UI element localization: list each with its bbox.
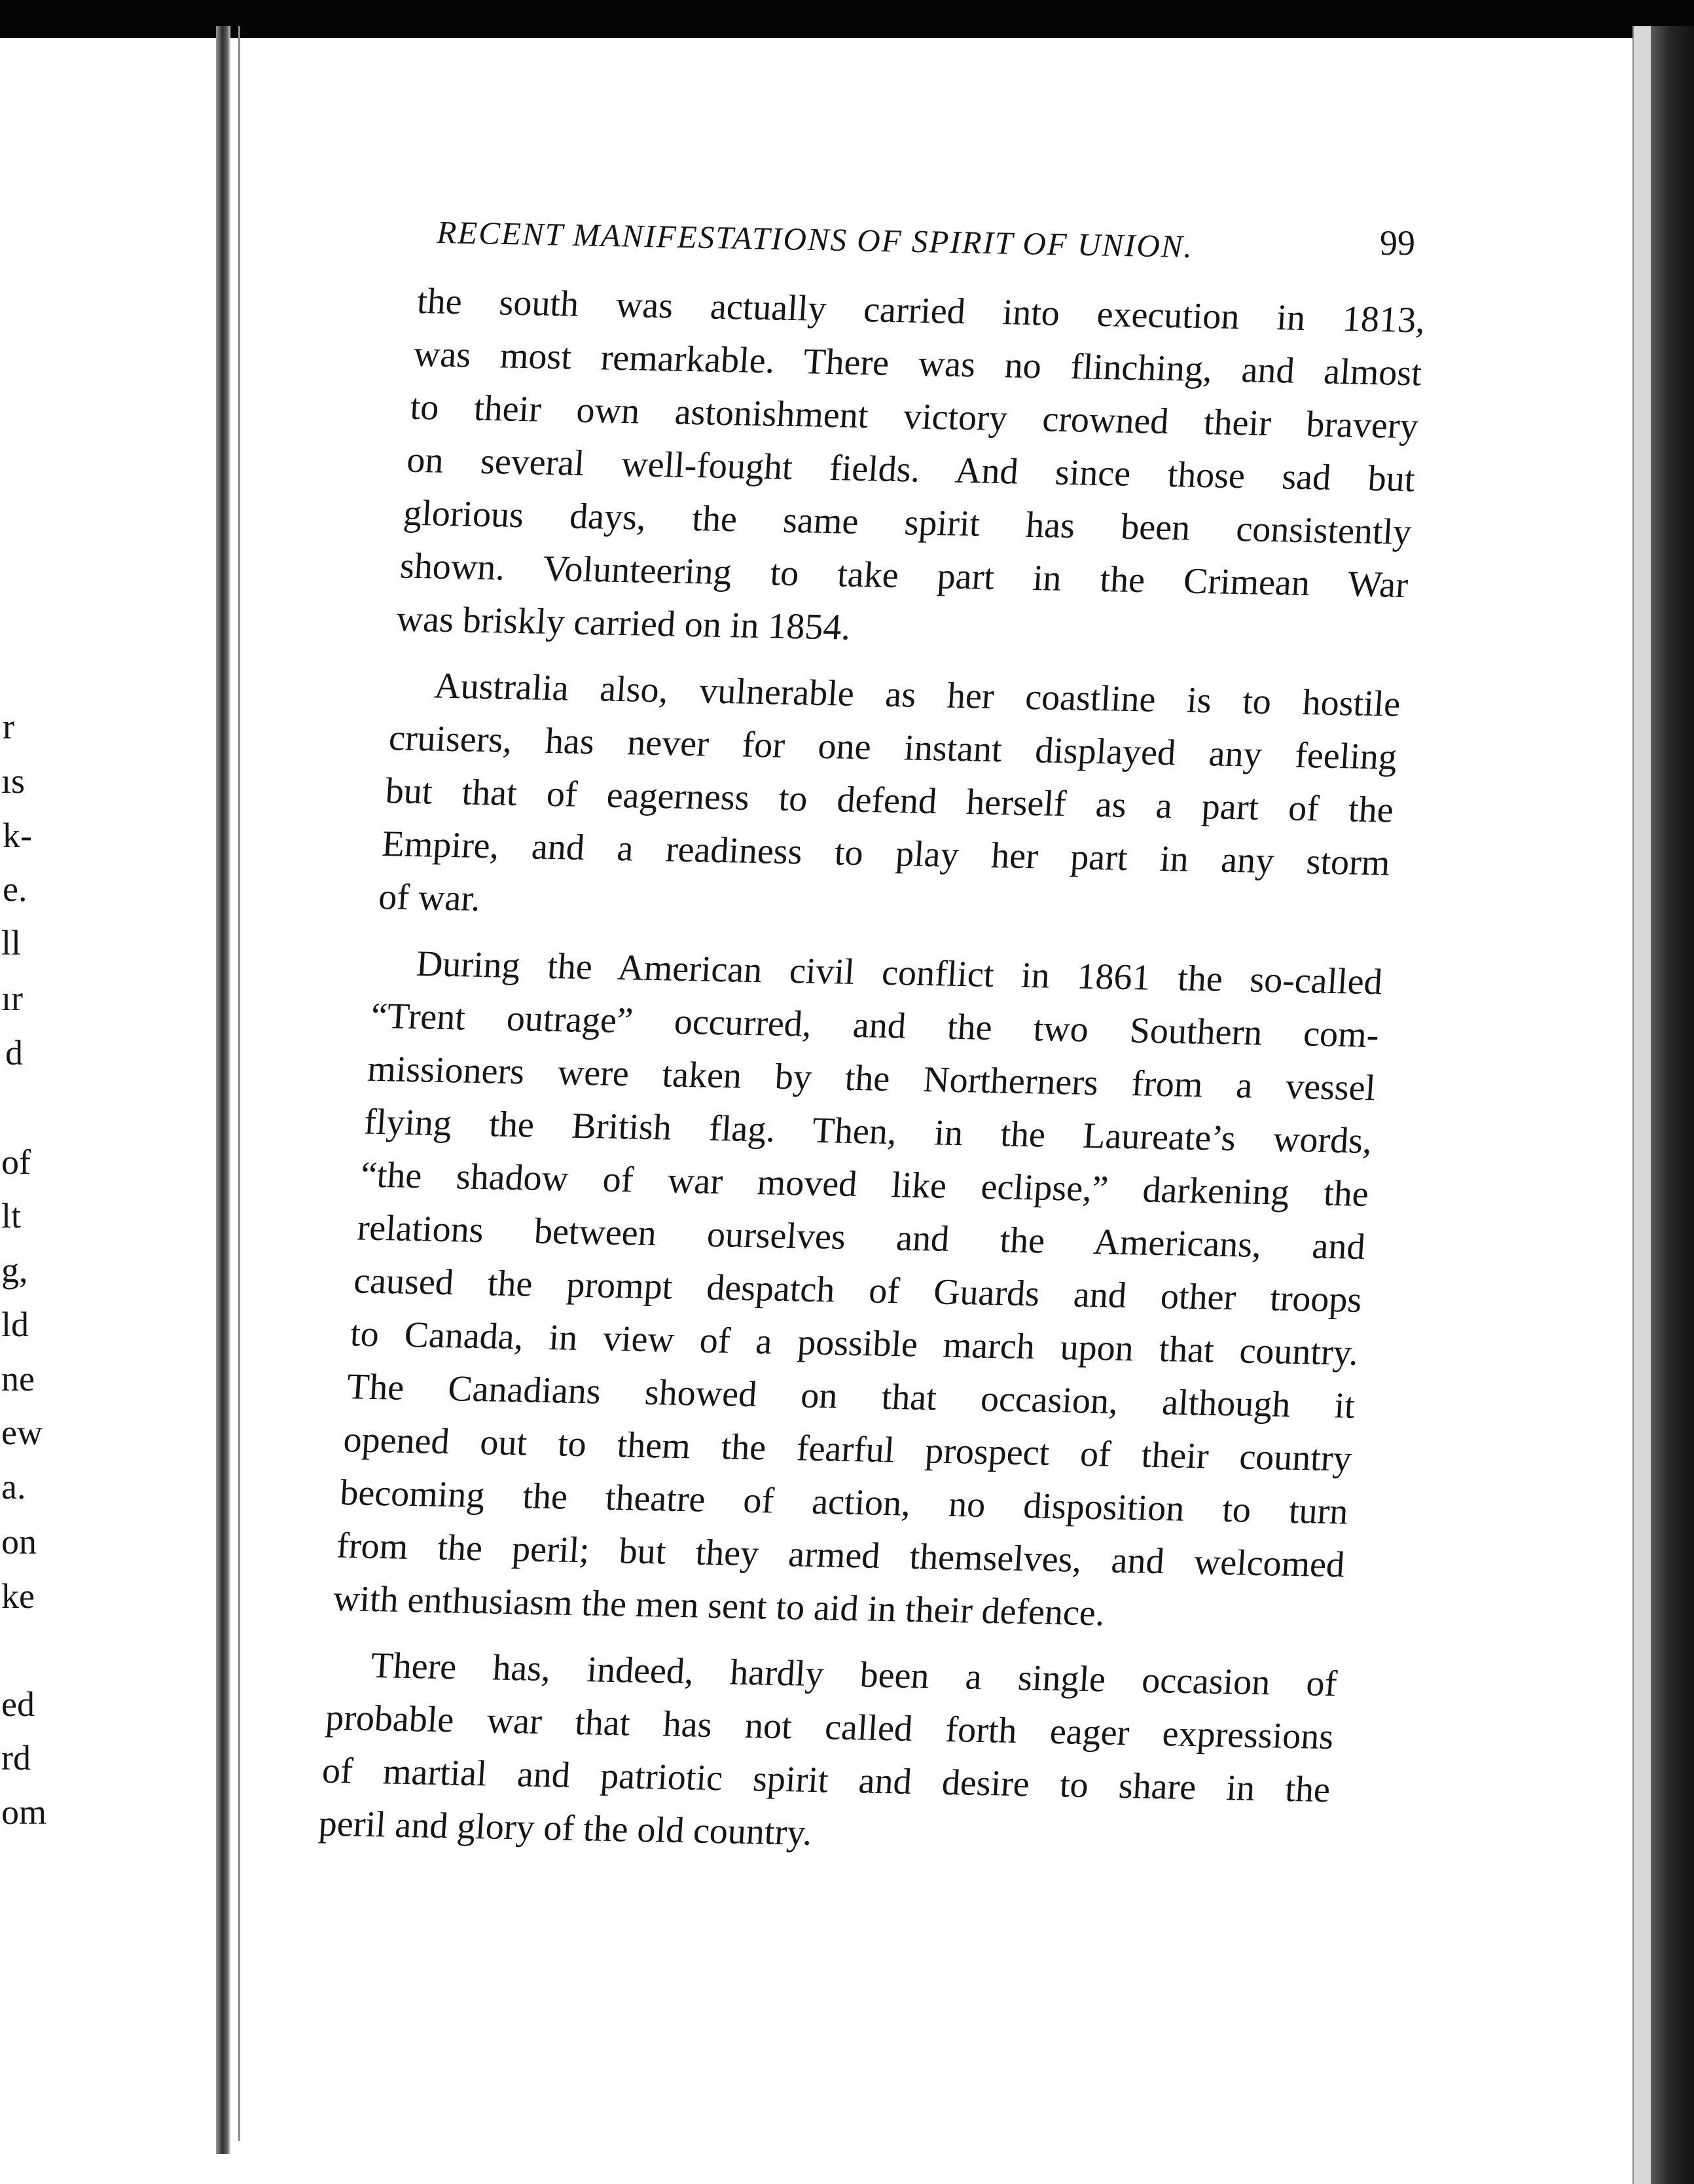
left-fragment: ıs xyxy=(1,761,26,801)
left-fragment: ll xyxy=(1,923,22,962)
text-line: was briskly carried on in 1854. xyxy=(395,598,852,648)
text-line: “the shadow of war moved like eclipse,” darkening the xyxy=(359,1154,1370,1215)
page-edge-light xyxy=(1632,26,1651,2184)
text-line: but that of eagerness to defend herself as a part of the xyxy=(384,771,1395,831)
left-fragment: e. xyxy=(3,869,27,909)
text-line: During the American civil conflict in 1861 the so-called xyxy=(415,943,1384,1003)
text-line: to their own astonishment victory crowned their bravery xyxy=(408,386,1420,447)
left-fragment: ed xyxy=(1,1684,35,1724)
text-line: of war. xyxy=(377,877,482,919)
text-line: probable war that has not called forth eager expressions xyxy=(324,1697,1335,1758)
text-line: relations between ourselves and the Americans, and xyxy=(355,1207,1367,1267)
text-line: caused the prompt despatch of Guards and other troops xyxy=(352,1260,1363,1320)
left-page-fragment xyxy=(0,0,216,2184)
paragraph xyxy=(332,937,1384,1645)
text-line: glorious days, the same spirit has been consistently xyxy=(402,492,1413,553)
left-fragment: rd xyxy=(1,1738,31,1777)
text-line: to Canada, in view of a possible march upon that country. xyxy=(349,1313,1360,1374)
paragraph xyxy=(317,1639,1339,1870)
text-line: becoming the theatre of action, no disposition to turn xyxy=(338,1472,1350,1533)
page-edge-dark xyxy=(1651,26,1694,2184)
book-gutter xyxy=(216,26,230,2154)
text-line: of martial and patriotic spirit and desire to share in the xyxy=(321,1750,1331,1811)
text-line: The Canadians showed on that occasion, although it xyxy=(346,1366,1356,1427)
text-line: the south was actually carried into execution in 1813, xyxy=(416,280,1427,341)
left-fragment: d xyxy=(5,1033,23,1072)
text-line: flying the British flag. Then, in the Laureate’s words, xyxy=(363,1101,1374,1162)
text-line: Australia also, vulnerable as her coastline is to hostile xyxy=(433,665,1402,725)
left-fragment: a. xyxy=(1,1467,26,1506)
page-number: 99 xyxy=(1380,223,1415,263)
left-fragment: ır xyxy=(1,979,23,1018)
paragraph xyxy=(395,275,1426,665)
scan-top-band xyxy=(0,0,1694,38)
left-fragment: r xyxy=(3,707,14,746)
left-fragment: ld xyxy=(1,1305,29,1344)
text-line: on several well-fought fields. And since those sad but xyxy=(405,439,1416,500)
left-fragment: om xyxy=(1,1793,47,1832)
body-text xyxy=(316,275,1427,1883)
text-line: shown. Volunteering to take part in the Crimean War xyxy=(399,545,1409,606)
running-header-title: RECENT MANIFESTATIONS OF SPIRIT OF UNION. xyxy=(436,213,1194,265)
paragraph xyxy=(377,659,1402,943)
text-line: There has, indeed, hardly been a single occasion of xyxy=(369,1645,1339,1705)
text-line: was most remarkable. There was no flinching, and almost xyxy=(412,333,1423,394)
left-fragment: ne xyxy=(1,1359,35,1398)
text-line: opened out to them the fearful prospect of their country xyxy=(342,1419,1353,1480)
page-fold-line xyxy=(238,26,240,2141)
text-line: with enthusiasm the men sent to aid in their defence. xyxy=(332,1578,1106,1634)
left-fragment: ke xyxy=(1,1576,35,1616)
left-fragment: g, xyxy=(1,1250,28,1290)
left-fragment: on xyxy=(1,1522,37,1561)
text-line: missioners were taken by the Northerners from a vessel xyxy=(366,1048,1377,1109)
text-line: from the peril; but they armed themselves, and welcomed xyxy=(335,1525,1346,1586)
text-line: “Trent outrage” occurred, and the two Southern com- xyxy=(369,995,1380,1056)
left-fragment: k- xyxy=(3,816,32,855)
left-fragment: ew xyxy=(1,1413,43,1452)
text-line: peril and glory of the old country. xyxy=(317,1803,814,1853)
left-fragment: of xyxy=(1,1142,31,1182)
left-fragment: lt xyxy=(1,1196,22,1235)
text-line: Empire, and a readiness to play her part in any storm xyxy=(380,824,1392,884)
text-line: cruisers, has never for one instant displayed any feeling xyxy=(387,718,1398,778)
